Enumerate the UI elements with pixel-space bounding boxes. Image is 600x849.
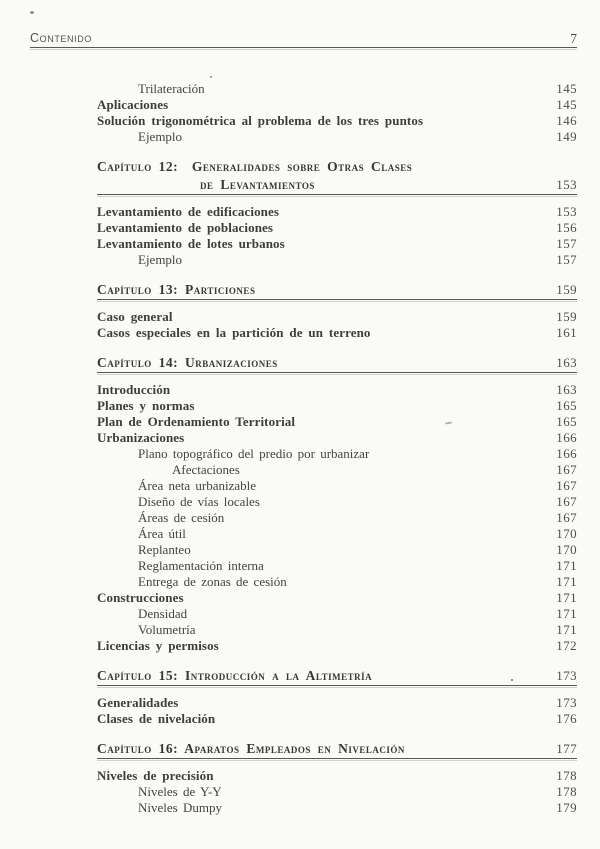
toc-entry-label: Densidad xyxy=(138,606,188,621)
page-number: 7 xyxy=(570,31,577,46)
chapter-block xyxy=(0,158,577,197)
chapter-title xyxy=(0,667,541,685)
toc-entry-page: 145 xyxy=(556,81,577,96)
toc-entry-page: 161 xyxy=(556,325,577,340)
toc-entry-page: 159 xyxy=(556,309,577,324)
toc-entry-label: Área útil xyxy=(138,526,186,541)
toc-entry-page: 157 xyxy=(556,252,577,267)
chapter-title-line1: Capítulo 16: Aparatos Empleados en Nivelación xyxy=(97,741,405,756)
toc-entry xyxy=(0,494,577,510)
toc-entry xyxy=(0,784,577,800)
toc-entry xyxy=(0,462,577,478)
chapter-page: 173 xyxy=(556,668,577,683)
toc-entry-page: 173 xyxy=(556,695,577,710)
toc-entry-label: Reglamentación interna xyxy=(138,558,264,573)
toc-entry xyxy=(0,510,577,526)
chapter-title-line1: Capítulo 12: Generalidades sobre Otras Clases xyxy=(97,159,413,174)
toc-entry xyxy=(0,129,577,145)
toc-entry xyxy=(0,309,577,325)
toc-entry-page: 172 xyxy=(556,638,577,653)
page-header xyxy=(30,30,577,50)
toc-entry xyxy=(0,711,577,727)
toc-entry-label: Afectaciones xyxy=(172,462,240,477)
toc-entry-label: Diseño de vías locales xyxy=(138,494,260,509)
chapter-block xyxy=(0,281,577,302)
toc-entry-page: 165 xyxy=(556,398,577,413)
chapter-heading xyxy=(0,281,577,299)
toc-entry-label: Plan de Ordenamiento Territorial xyxy=(97,414,296,429)
running-header-title: Contenido xyxy=(30,31,92,45)
toc-entry-page: 171 xyxy=(556,622,577,637)
toc-entry-label: Casos especiales en la partición de un terreno xyxy=(97,325,371,340)
toc-entry-page: 166 xyxy=(556,446,577,461)
toc-entry-page: 167 xyxy=(556,510,577,525)
toc-entry xyxy=(0,606,577,622)
chapter-title xyxy=(0,281,541,299)
chapter-rule xyxy=(97,372,577,375)
toc-entry-page: 157 xyxy=(556,236,577,251)
chapter-page: 177 xyxy=(556,741,577,756)
toc-entry xyxy=(0,695,577,711)
toc-entry xyxy=(0,204,577,220)
toc-entry xyxy=(0,430,577,446)
scan-speck xyxy=(210,76,212,78)
chapter-block xyxy=(0,354,577,375)
chapter-title xyxy=(0,354,541,372)
toc-entry-label: Volumetría xyxy=(138,622,196,637)
toc-entry xyxy=(0,590,577,606)
toc-entry-page: 163 xyxy=(556,382,577,397)
chapter-heading xyxy=(0,158,577,194)
toc-entry xyxy=(0,558,577,574)
toc-entry-label: Levantamiento de poblaciones xyxy=(97,220,274,235)
toc-entry-label: Introducción xyxy=(97,382,171,397)
toc-entry xyxy=(0,526,577,542)
toc-entry-label: Urbanizaciones xyxy=(97,430,185,445)
toc-entry-page: 167 xyxy=(556,462,577,477)
toc-entry-label: Generalidades xyxy=(97,695,179,710)
header-rule xyxy=(30,47,577,50)
chapter-block xyxy=(0,667,577,688)
chapter-title-line1: Capítulo 14: Urbanizaciones xyxy=(97,355,278,370)
toc-entry xyxy=(0,252,577,268)
chapter-title xyxy=(0,158,541,194)
toc-entry-page: 170 xyxy=(556,542,577,557)
chapter-rule xyxy=(97,194,577,197)
toc-entry-label: Clases de nivelación xyxy=(97,711,216,726)
toc-entry-page: 171 xyxy=(556,574,577,589)
toc-entry-label: Caso general xyxy=(97,309,173,324)
toc-entry-label: Niveles Dumpy xyxy=(138,800,222,815)
toc-entry-page: 171 xyxy=(556,606,577,621)
toc-entry xyxy=(0,220,577,236)
chapter-page: 163 xyxy=(556,355,577,370)
chapter-rule xyxy=(97,758,577,761)
toc-entry-page: 145 xyxy=(556,97,577,112)
toc-entry-page: 166 xyxy=(556,430,577,445)
chapter-heading xyxy=(0,354,577,372)
toc-entry-page: 146 xyxy=(556,113,577,128)
toc-entry-page: 149 xyxy=(556,129,577,144)
toc-entry xyxy=(0,81,577,97)
toc-entry-label: Construcciones xyxy=(97,590,184,605)
toc-entry-page: 179 xyxy=(556,800,577,815)
toc-entry xyxy=(0,622,577,638)
toc-entry-label: Áreas de cesión xyxy=(138,510,225,525)
toc-entry-label: Levantamiento de edificaciones xyxy=(97,204,280,219)
toc-entry xyxy=(0,398,577,414)
toc-entry-page: 171 xyxy=(556,558,577,573)
toc-entry xyxy=(0,478,577,494)
toc-entry-page: 167 xyxy=(556,494,577,509)
toc-entry-label: Entrega de zonas de cesión xyxy=(138,574,287,589)
chapter-page: 153 xyxy=(556,177,577,192)
chapter-block xyxy=(0,740,577,761)
toc-entry-page: 171 xyxy=(556,590,577,605)
toc-entry-label: Niveles de precisión xyxy=(97,768,214,783)
toc-entry-page: 167 xyxy=(556,478,577,493)
toc-entry-page: 165 xyxy=(556,414,577,429)
chapter-title xyxy=(0,740,541,758)
toc-entry-page: 176 xyxy=(556,711,577,726)
toc-entry xyxy=(0,638,577,654)
toc-entry-page: 178 xyxy=(556,784,577,799)
toc-entry-page: 178 xyxy=(556,768,577,783)
toc-entry xyxy=(0,768,577,784)
toc-entry-label: Trilateración xyxy=(138,81,205,96)
toc-entry-label: Replanteo xyxy=(138,542,191,557)
chapter-heading xyxy=(0,667,577,685)
toc-entry-label: Levantamiento de lotes urbanos xyxy=(97,236,285,251)
toc-entry xyxy=(0,542,577,558)
toc-entry-label: Licencias y permisos xyxy=(97,638,219,653)
chapter-heading xyxy=(0,740,577,758)
toc-entry xyxy=(0,800,577,816)
chapter-page: 159 xyxy=(556,282,577,297)
toc-entry xyxy=(0,574,577,590)
toc-entry-page: 156 xyxy=(556,220,577,235)
toc-entry-label: Solución trigonométrica al problema de los tres puntos xyxy=(97,113,424,128)
toc-entry xyxy=(0,414,577,430)
toc-entry xyxy=(0,325,577,341)
toc-entry xyxy=(0,113,577,129)
toc-entry-label: Área neta urbanizable xyxy=(138,478,257,493)
chapter-title-line1: Capítulo 15: Introducción a la Altimetría xyxy=(97,668,373,683)
chapter-rule xyxy=(97,299,577,302)
toc-entry xyxy=(0,382,577,398)
scan-speck xyxy=(30,11,34,14)
chapter-title-line2: de Levantamientos xyxy=(200,177,315,192)
toc-entry-page: 153 xyxy=(556,204,577,219)
toc-entry-label: Planes y normas xyxy=(97,398,195,413)
toc-entry-label: Niveles de Y-Y xyxy=(138,784,222,799)
chapter-rule xyxy=(97,685,577,688)
toc-entry-label: Ejemplo xyxy=(138,129,183,144)
chapter-title-line1: Capítulo 13: Particiones xyxy=(97,282,256,297)
toc-entry xyxy=(0,446,577,462)
toc-entry-label: Plano topográfico del predio por urbanizar xyxy=(138,446,370,461)
toc-entry xyxy=(0,236,577,252)
toc-entry-label: Ejemplo xyxy=(138,252,183,267)
toc-entry-page: 170 xyxy=(556,526,577,541)
toc-entry xyxy=(0,97,577,113)
toc-entry-label: Aplicaciones xyxy=(97,97,169,112)
table-of-contents xyxy=(0,81,577,816)
